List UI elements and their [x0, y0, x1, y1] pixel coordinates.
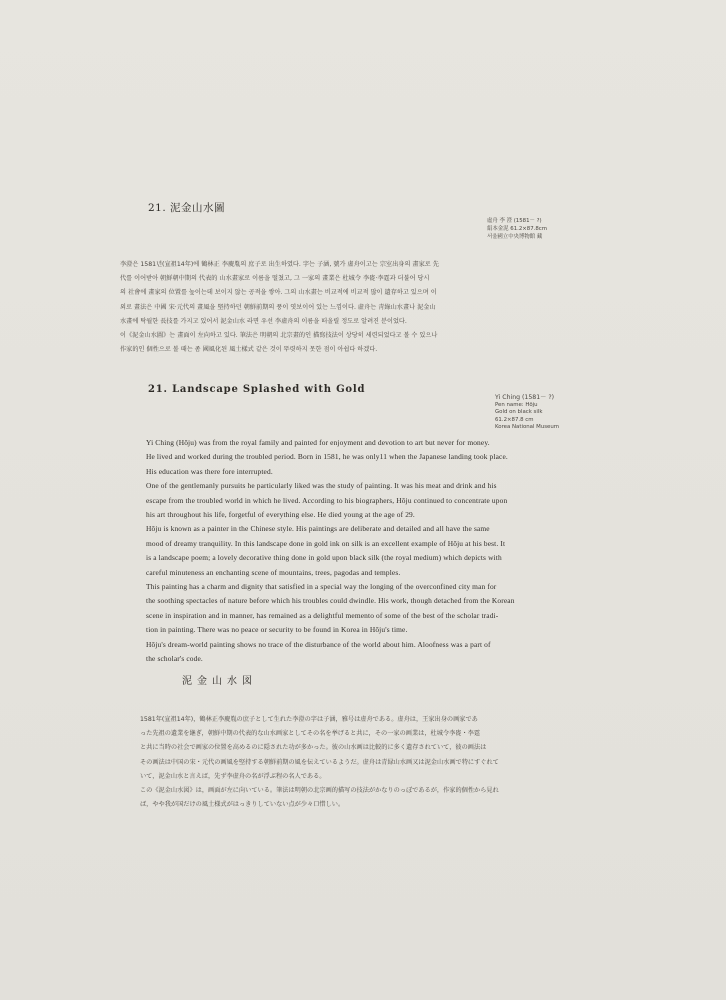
english-title: 21. Landscape Splashed with Gold: [148, 384, 366, 395]
korean-title: 21. 泥金山水圖: [148, 202, 226, 214]
english-collection: Korea National Museum: [495, 424, 560, 431]
korean-line: 水畫에 탁월한 長技를 가지고 있어서 泥金山水 라면 우선 李虛舟의 이름을 떠올릴 정도로 알려진 분이었다.: [120, 317, 407, 325]
english-line: mood of dreamy tranquility. In this landscape done in gold ink on silk is an excellent example of Hōju at his best. It: [146, 538, 506, 548]
english-size: 61.2×87.8 cm: [495, 416, 534, 423]
english-line: scene in inspiration and in manner, has remained as a delightful memento of some of the best of the scholar tradi-: [146, 610, 499, 620]
english-line: Hōju is known as a painter in the Chinese style. His paintings are deliberate and detailed and all have the same: [146, 524, 490, 534]
english-medium: Gold on black silk: [495, 409, 543, 416]
japanese-line: この《泥金山水図》は，画面が左に向いている。筆法は明朝の北宗画的描写の技法がかなりのっぽであるが，作家的個性から見れ: [140, 787, 499, 795]
english-line: is a landscape poem; a lovely decorative thing done in gold upon black silk (the royal medium) which depicts with: [146, 553, 502, 563]
english-line: escape from the troubled world in which he lived. According to his biographers, Hōju continued to concentrate upon: [146, 495, 508, 505]
japanese-title: 泥金山水図: [182, 676, 257, 687]
english-line: his art throughout his life, forgetful of everything else. He died young at the age of 29.: [146, 510, 415, 520]
japanese-line: いて，泥金山水と言えば，先ず李虚舟の名が浮ぶ程の名人である。: [140, 772, 326, 780]
english-line: One of the gentlemanly pursuits he particularly liked was the study of painting. It was his meat and drink and his: [146, 481, 497, 491]
japanese-line: その画法は中国の宋・元代の画風を堅持する朝鮮前期の風を伝えているようだ。虚舟は青緑山水画又は泥金山水画で特にすぐれて: [140, 758, 499, 766]
english-line: Hōju's dream-world painting shows no trace of the disturbance of the world about him. Aloofness was a part of: [146, 639, 491, 649]
english-body: [146, 436, 616, 667]
korean-line: 외로 畫法은 中國 宋·元代의 畫風을 堅持하던 朝鮮前期의 풍이 엿보이어 있는 느낌이다. 虛舟는 靑綠山水畫나 泥金山: [120, 303, 436, 311]
english-line: He lived and worked during the troubled period. Born in 1581, he was only11 when the Japanese landing took place.: [146, 452, 508, 462]
korean-artwork-meta: [487, 217, 547, 241]
korean-medium: 絹本金泥 61.2×87.8cm: [487, 226, 548, 232]
korean-collection: 서울國立中央博物館 藏: [487, 234, 543, 240]
japanese-line: った先祖の遺業を継ぎ，朝鮮中期の代表的な山水画家としてその名を挙げると共に，その一家の画業は，杜城令李嵸・李霆: [140, 730, 481, 738]
korean-line: 李澄은 1581년(宣祖14年)에 鶴林正 李慶胤의 庶子로 出生하였다. 字는 子涵, 號가 虛舟이고는 宗室出身의 畫家로 先: [120, 261, 439, 268]
english-line: the scholar's code.: [146, 654, 203, 664]
english-line: His education was there fore interrupted.: [146, 466, 273, 476]
english-line: tion in painting. There was no peace or security to be found in Korea in Hōju's time.: [146, 625, 408, 635]
japanese-line: 1581年(宣祖14年)，鶴林正李慶胤の庶子として生れた李澄の字は子涵，雅号は虚舟である。虚舟は，王家出身の画家であ: [140, 716, 478, 723]
english-artwork-meta: [495, 394, 559, 432]
korean-body: [120, 258, 610, 357]
english-pen-name: Pen name: Hōju: [495, 401, 538, 408]
korean-line: 代를 이어받아 朝鮮朝中期의 代表的 山水畫家로 이름을 떨쳤고, 그 一家의 畫業은 杜城令 李嵸·李霆과 더불어 당시: [120, 275, 430, 283]
korean-line: 이《泥金山水圖》는 畫面이 左向하고 있다. 筆法은 明朝의 北宗畫的인 描寫技法이 상당히 세련되었다고 볼 수 있으나: [120, 332, 438, 340]
japanese-line: ば，やや我が国だけの風土様式がはっきりしていない点が少々口惜しい。: [140, 801, 345, 809]
japanese-line: と共に当時の社会で画家の位置を高めるのに隠された功が多かった。彼の山水画は比較的に多く遺存されていて，彼の画法は: [140, 744, 487, 752]
english-line: This painting has a charm and dignity that satisfied in a special way the longing of the overconfined city man for: [146, 582, 497, 592]
english-artist: Yi Ching (1581－ ?): [495, 394, 555, 401]
english-line: Yi Ching (Hōju) was from the royal family and painted for enjoyment and devotion to art but never for money.: [146, 438, 490, 447]
japanese-body: [140, 713, 610, 812]
english-line: the soothing spectacles of nature before which his troubles could dwindle. His work, though detached from the Korean: [146, 596, 515, 606]
english-line: careful minuteness an enchanting scene of mountains, trees, pagodas and temples.: [146, 567, 401, 577]
korean-line: 의 社會에 畫家의 位置를 높이는데 보이지 않는 공적을 쌓아. 그의 山水畫는 비교적에 비교적 많이 遺存하고 있으며 이: [120, 289, 437, 297]
korean-artist: 虛舟 李 澄 (1581－ ?): [487, 218, 542, 224]
korean-line: 作家的인 個性으로 볼 때는 좀 國風化된 風土樣式 같은 것이 뚜렷하지 못한 점이 아쉽다 하겠다.: [120, 346, 378, 354]
